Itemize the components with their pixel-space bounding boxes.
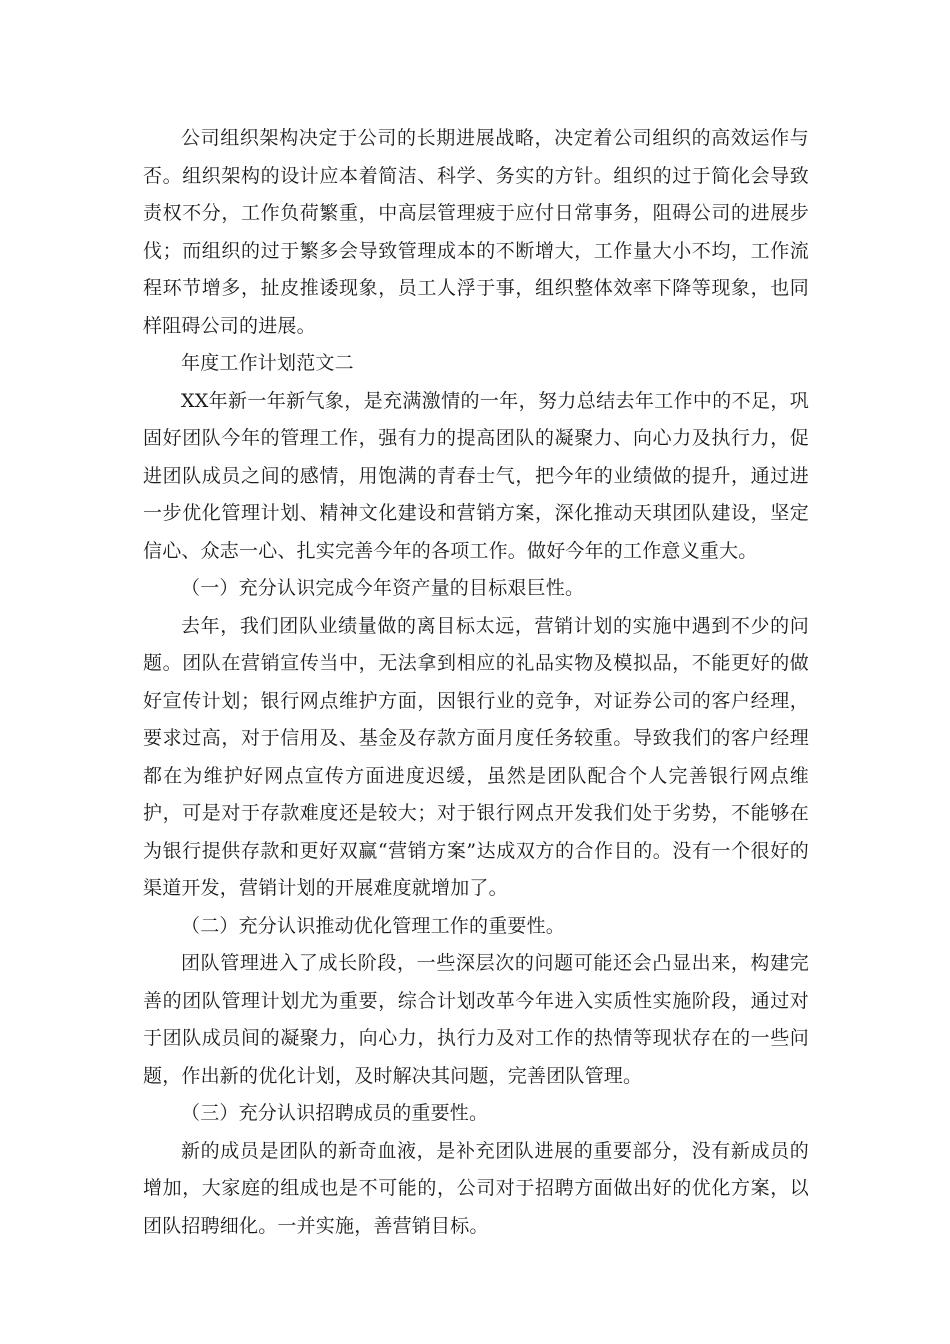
document-body — [143, 120, 809, 1245]
paragraph-new-members: 新的成员是团队的新奇血液，是补充团队进展的重要部分，没有新成员的增加，大家庭的组成也是不可能的，公司对于招聘方面做出好的优化方案，以团队招聘细化。一并实施，善营销目标。 — [143, 1139, 809, 1237]
section-title-sample-two: 年度工作计划范文二 — [181, 352, 354, 374]
paragraph-org-structure: 公司组织架构决定于公司的长期进展战略，决定着公司组织的高效运作与否。组织架构的设计应本着简洁、科学、务实的方针。组织的过于简化会导致责权不分，工作负荷繁重，中高层管理疲于应付日常事务，阻碍公司的进展步伐；而组织的过于繁多会导致管理成本的不断增大，工作量大小不均，工作流程环节增多，扯皮推诿现象，员工人浮于事，组织整体效率下降等现象，也同样阻碍公司的进展。 — [143, 127, 809, 337]
subheading-one: （一）充分认识完成今年资产量的目标艰巨性。 — [181, 577, 585, 599]
paragraph-team-management: 团队管理进入了成长阶段，一些深层次的问题可能还会凸显出来，构建完善的团队管理计划尤为重要，综合计划改革今年进入实质性实施阶段，通过对于团队成员间的凝聚力，向心力，执行力及对工作的热情等现状存在的一些问题，作出新的优化计划，及时解决其问题，完善团队管理。 — [143, 952, 809, 1087]
subheading-two: （二）充分认识推动优化管理工作的重要性。 — [181, 914, 566, 937]
paragraph-new-year: XX年新一年新气象，是充满激情的一年，努力总结去年工作中的不足，巩固好团队今年的管理工作，强有力的提高团队的凝聚力、向心力及执行力，促进团队成员之间的感情，用饱满的青春士气，把今年的业绩做的提升，通过进一步优化管理计划、精神文化建设和营销方案，深化推动天琪团队建设，坚定信心、众志一心、扎实完善今年的各项工作。做好今年的工作意义重大。 — [143, 389, 809, 562]
paragraph-last-year: 去年，我们团队业绩量做的离目标太远，营销计划的实施中遇到不少的问题。团队在营销宣传当中，无法拿到相应的礼品实物及模拟品，不能更好的做好宣传计划；银行网点维护方面，因银行业的竞争，对证券公司的客户经理，要求过高，对于信用及、基金及存款方面月度任务较重。导致我们的客户经理都在为维护好网点宣传方面进度迟缓，虽然是团队配合个人完善银行网点维护，可是对于存款难度还是较大；对于银行网点开发我们处于劣势，不能够在为银行提供存款和更好双赢“营销方案”达成双方的合作目的。没有一个很好的渠道开发，营销计划的开展难度就增加了。 — [143, 614, 809, 899]
subheading-three: （三）充分认识招聘成员的重要性。 — [181, 1102, 489, 1124]
